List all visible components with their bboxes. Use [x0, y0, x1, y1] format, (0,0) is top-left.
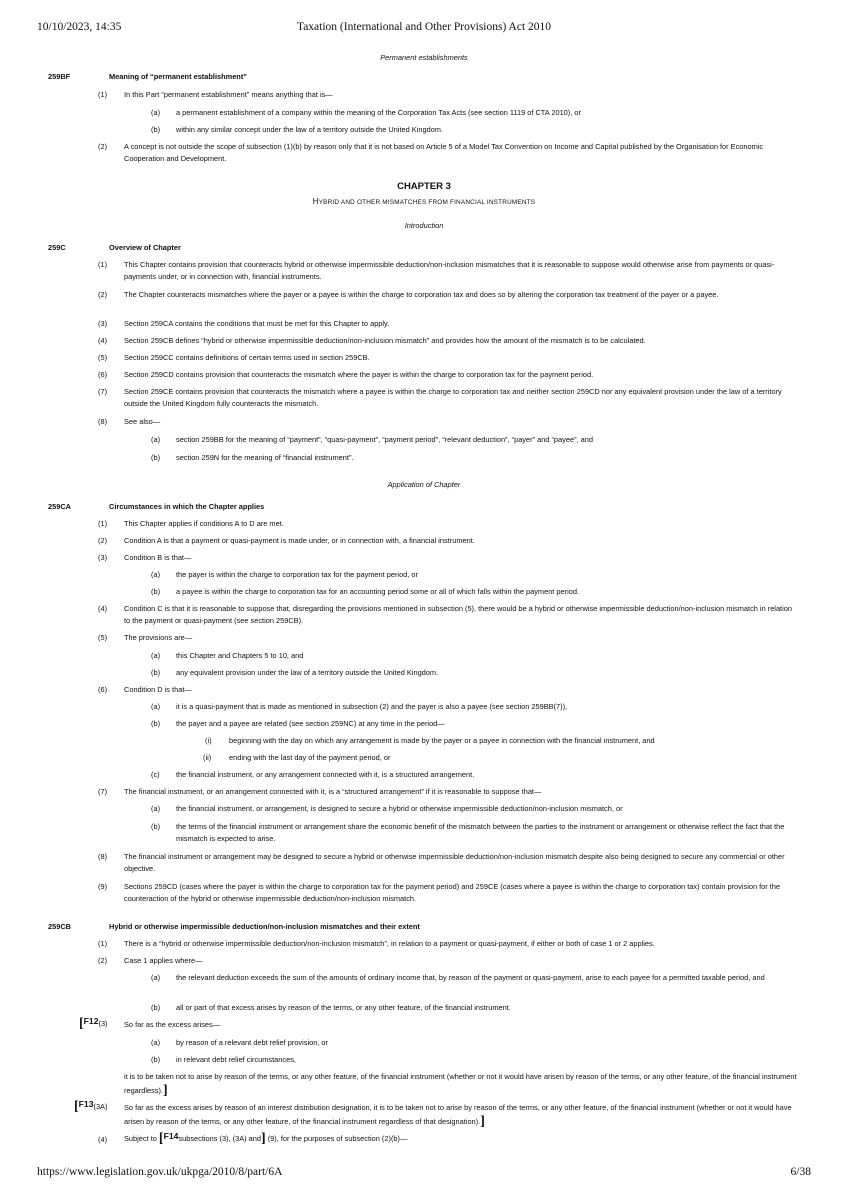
paragraph-text: section 259N for the meaning of “financial instrument”.	[176, 453, 354, 462]
subsection-number: (2)	[98, 142, 108, 151]
subsection-text: Case 1 applies where—	[124, 956, 203, 965]
paragraph-text: a permanent establishment of a company within the meaning of the Corporation Tax Acts (see section 1119 of CTA 2010), or	[176, 108, 581, 117]
subsection-text: Sections 259CD (cases where the payer is within the charge to corporation tax for the payment period) and 259CE (cases where a payee is within the charge to corporation tax) contain provision for the counteraction of the hybrid or otherwise impermissible deduction/non-inclusion mismatch.	[124, 882, 781, 904]
subparagraph-number: (i)	[205, 736, 212, 745]
paragraph-text: in relevant debt relief circumstances,	[176, 1055, 296, 1064]
chapter-subtitle-initial: H	[312, 197, 319, 206]
section-title: Overview of Chapter	[109, 243, 181, 252]
paragraph-text: within any similar concept under the law of a territory outside the United Kingdom.	[176, 125, 444, 134]
amendment-marker	[74, 1099, 107, 1115]
subsection-number: (4)	[98, 1135, 108, 1144]
subsection-text: See also—	[124, 417, 161, 426]
paragraph-text: it is a quasi-payment that is made as mentioned in subsection (2) and the payer is also a payee (see section 259BB(7)),	[176, 702, 568, 711]
subsection-number: (7)	[98, 387, 108, 396]
paragraph-text: the terms of the financial instrument or arrangement share the economic benefit of the mismatch between the parties to the instrument or arrangement or otherwise reflect the fact that the mismatch is expected to arise.	[176, 822, 785, 844]
paragraph-number: (b)	[151, 668, 161, 677]
subsection-number: (4)	[98, 336, 108, 345]
subsection-tail-text	[124, 1071, 800, 1099]
paragraph-text: the payer and a payee are related (see section 259NC) at any time in the period—	[176, 719, 445, 728]
subsection-number: (6)	[98, 370, 108, 379]
subsection-text: The financial instrument or arrangement may be designed to secure a hybrid or otherwise impermissible deduction/non-inclusion mismatch despite also being designed to secure any commercial or other objective.	[124, 852, 785, 874]
subsection-number: (9)	[98, 882, 108, 891]
paragraph-text: the relevant deduction exceeds the sum of the amounts of ordinary income that, by reason of the payment or quasi-payment, arise to each payee for a permitted taxable period, and	[176, 973, 765, 982]
paragraph-number: (a)	[151, 804, 161, 813]
subsection-text	[124, 1102, 800, 1130]
subsection-number: (1)	[98, 939, 108, 948]
subsection-number: (8)	[98, 852, 108, 861]
subsection-number: (3)	[98, 1019, 108, 1028]
paragraph-number: (b)	[151, 719, 161, 728]
paragraph-text: this Chapter and Chapters 5 to 10, and	[176, 651, 304, 660]
chapter-subtitle-rest: YBRID AND OTHER MISMATCHES FROM FINANCIAL INSTRUMENTS	[318, 199, 536, 206]
close-bracket: ]	[163, 1083, 168, 1099]
subparagraph-number: (ii)	[203, 753, 212, 762]
section-number: 259C	[48, 243, 66, 252]
subparagraph-text: ending with the last day of the payment period, or	[229, 753, 391, 762]
subsection-number: (6)	[98, 685, 108, 694]
subsection-number: (7)	[98, 787, 108, 796]
footnote-ref[interactable]: F14	[163, 1131, 179, 1141]
subsection-text: The Chapter counteracts mismatches where the payer or a payee is within the charge to corporation tax and does so by altering the corporation tax treatment of the payer or a payee.	[124, 290, 719, 299]
section-heading: Permanent establishments	[380, 53, 468, 62]
subsection-text	[124, 1131, 407, 1147]
subsection-text: The financial instrument, or an arrangement connected with it, is a “structured arrangement” if it is reasonable to suppose that—	[124, 787, 542, 796]
subparagraph-text: beginning with the day on which any arrangement is made by the payer or a payee in connection with the financial instrument, and	[229, 736, 655, 745]
chapter-heading: CHAPTER 3	[397, 181, 451, 192]
section-number: 259CA	[48, 502, 72, 511]
section-number: 259BF	[48, 72, 71, 81]
paragraph-number: (b)	[151, 587, 161, 596]
paragraph-number: (a)	[151, 435, 161, 444]
footnote-ref[interactable]: F12	[83, 1016, 99, 1026]
paragraph-number: (b)	[151, 1055, 161, 1064]
paragraph-number: (c)	[151, 770, 160, 779]
subsection-text: Section 259CE contains provision that counteracts the mismatch where a payee is within the charge to corporation tax and neither section 259CD nor any equivalent provision under the law of a territory outside the United Kingdom fully counteracts the mismatch.	[124, 387, 782, 409]
document-title: Taxation (International and Other Provisions) Act 2010	[296, 21, 552, 33]
paragraph-text: any equivalent provision under the law of a territory outside the United Kingdom.	[176, 668, 439, 677]
subsection-number: (1)	[98, 519, 108, 528]
subsection-number: (4)	[98, 604, 108, 613]
subsection-number: (3A)	[93, 1102, 108, 1111]
paragraph-number: (b)	[151, 1003, 161, 1012]
subsection-number: (1)	[98, 90, 108, 99]
paragraph-number: (a)	[151, 108, 161, 117]
tail-text: it is to be taken not to arise by reason of the terms, or any other feature, of the financial instrument (whether or not it would have arisen by reason of the terms, or any other feature, of the financial instrument regardless).	[124, 1072, 797, 1096]
page-url[interactable]: https://www.legislation.gov.uk/ukpga/2010/8/part/6A	[37, 1166, 283, 1178]
subsection-text: Condition A is that a payment or quasi-payment is made under, or in connection with, a financial instrument.	[124, 536, 475, 545]
subsection-text: This Chapter applies if conditions A to D are met.	[124, 519, 284, 528]
subsection-text: Section 259CB defines “hybrid or otherwise impermissible deduction/non-inclusion mismatch” and provides how the amount of the mismatch is to be calculated.	[124, 336, 646, 345]
subsection-number: (8)	[98, 417, 108, 426]
subsection-text: Condition D is that—	[124, 685, 192, 694]
subsection-text: Condition C is that it is reasonable to suppose that, disregarding the provisions mentioned in subsection (5), there would be a hybrid or otherwise impermissible deduction/non-inclusion mismatch in relation to the payment or quasi-payment (see section 259CB).	[124, 604, 792, 626]
subsection-number: (1)	[98, 260, 108, 269]
paragraph-number: (b)	[151, 453, 161, 462]
subsection-number: (5)	[98, 633, 108, 642]
paragraph-number: (a)	[151, 570, 161, 579]
paragraph-text: the financial instrument, or arrangement, is designed to secure a hybrid or otherwise impermissible deduction/non-inclusion mismatch, or	[176, 804, 623, 813]
paragraph-number: (b)	[151, 125, 161, 134]
paragraph-text: all or part of that excess arises by reason of the terms, or any other feature, of the financial instrument.	[176, 1003, 511, 1012]
paragraph-text: section 259BB for the meaning of “payment”, “quasi-payment”, “payment period”, “relevant deduction”, “payer” and “payee”, and	[176, 435, 593, 444]
subsection-text: This Chapter contains provision that counteracts hybrid or otherwise impermissible deduction/non-inclusion mismatches that it is reasonable to suppose would otherwise arise from payments or quasi-payments under, or in connection with, financial instruments.	[124, 260, 775, 282]
section-heading: Application of Chapter	[387, 480, 461, 489]
paragraph-text: the payer is within the charge to corporation tax for the payment period, or	[176, 570, 418, 579]
amendment-marker	[79, 1016, 108, 1032]
paragraph-number: (a)	[151, 651, 161, 660]
subsection-text: There is a “hybrid or otherwise impermissible deduction/non-inclusion mismatch”, in relation to a payment or quasi-payment, if either or both of case 1 or 2 applies.	[124, 939, 655, 948]
section-title: Circumstances in which the Chapter applies	[109, 502, 265, 511]
print-date: 10/10/2023, 14:35	[37, 21, 122, 33]
paragraph-number: (a)	[151, 1038, 161, 1047]
open-bracket: [	[158, 1131, 164, 1146]
paragraph-number: (a)	[151, 702, 161, 711]
subsection-number: (2)	[98, 290, 108, 299]
subsection-text: Section 259CC contains definitions of certain terms used in section 259CB.	[124, 353, 370, 362]
chapter-subtitle	[0, 196, 848, 209]
open-bracket: [	[74, 1099, 79, 1114]
subsection-number: (5)	[98, 353, 108, 362]
close-bracket: ]	[480, 1114, 485, 1130]
text-mid: subsections (3), (3A) and	[178, 1134, 261, 1143]
subsection-body: So far as the excess arises by reason of an interest distribution designation, it is to be taken not to arise by reason of the terms, or any other feature, of the financial instrument (whether or not it would have arisen by reason of the terms, or any other feature, of the financial instrument regardless of that designation).	[124, 1103, 792, 1127]
paragraph-number: (a)	[151, 973, 161, 982]
subsection-text: Section 259CD contains provision that counteracts the mismatch where the payer is within the charge to corporation tax for the payment period.	[124, 370, 594, 379]
section-heading: Introduction	[404, 221, 444, 230]
open-bracket: [	[79, 1016, 84, 1031]
paragraph-text: the financial instrument, or any arrangement connected with it, is a structured arrangement.	[176, 770, 475, 779]
subsection-text: The provisions are—	[124, 633, 193, 642]
text-post: (9), for the purposes of subsection (2)(b)—	[265, 1134, 408, 1143]
section-title: Meaning of “permanent establishment”	[109, 72, 247, 81]
close-bracket: ]	[260, 1131, 266, 1146]
subsection-text: A concept is not outside the scope of subsection (1)(b) by reason only that it is not based on Article 5 of a Model Tax Convention on Income and Capital published by the Organisation for Economic Cooperation and Development.	[124, 142, 764, 164]
subsection-text: In this Part “permanent establishment” means anything that is—	[124, 90, 333, 99]
subsection-number: (3)	[98, 553, 108, 562]
paragraph-number: (b)	[151, 822, 161, 831]
paragraph-text: by reason of a relevant debt relief provision, or	[176, 1038, 329, 1047]
text-pre: Subject to	[124, 1134, 159, 1143]
footnote-ref[interactable]: F13	[78, 1099, 94, 1109]
subsection-text: So far as the excess arises—	[124, 1020, 221, 1029]
subsection-text: Section 259CA contains the conditions that must be met for this Chapter to apply.	[124, 319, 390, 328]
subsection-number: (2)	[98, 536, 108, 545]
section-number: 259CB	[48, 922, 72, 931]
paragraph-text: a payee is within the charge to corporation tax for an accounting period some or all of which falls within the payment period.	[176, 587, 580, 596]
page-number: 6/38	[790, 1166, 811, 1178]
subsection-number: (2)	[98, 956, 108, 965]
subsection-text: Condition B is that—	[124, 553, 192, 562]
subsection-number: (3)	[98, 319, 108, 328]
section-title: Hybrid or otherwise impermissible deduction/non-inclusion mismatches and their extent	[109, 922, 420, 931]
